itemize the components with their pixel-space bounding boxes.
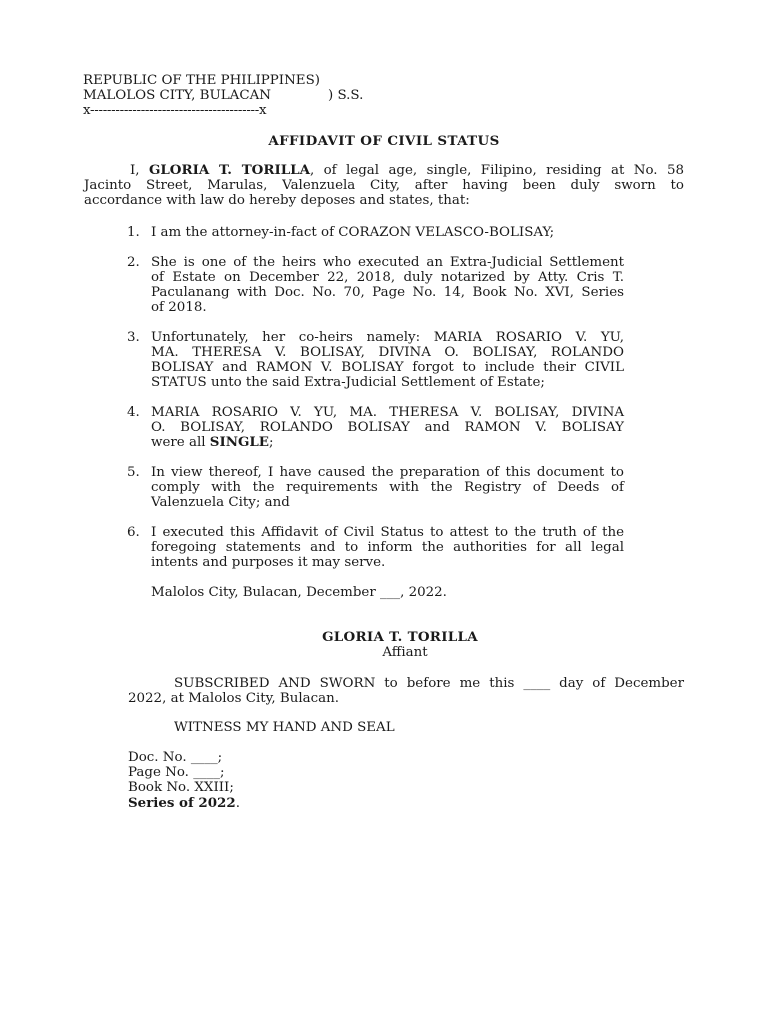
venue-line-2: MALOLOS CITY, BULACAN — [83, 88, 271, 103]
intro-line-3: accordance with law do hereby deposes and states, that: — [84, 193, 470, 208]
item-5-line: comply with the requirements with the Registry of Deeds of — [151, 480, 624, 495]
venue-line-1: REPUBLIC OF THE PHILIPPINES) — [83, 73, 320, 88]
item-number: 4. — [127, 405, 140, 420]
notarial-book-no: Book No. XXIII; — [128, 780, 234, 795]
item-6-line: foregoing statements and to inform the authorities for all legal — [151, 540, 624, 555]
item-number: 2. — [127, 255, 140, 270]
venue-ss: ) S.S. — [328, 88, 364, 103]
document-title: AFFIDAVIT OF CIVIL STATUS — [268, 133, 500, 149]
item-6-line: I executed this Affidavit of Civil Status to attest to the truth of the — [151, 525, 624, 540]
notarial-doc-no: Doc. No. ____; — [128, 750, 223, 765]
item-5-line: In view thereof, I have caused the preparation of this document to — [151, 465, 624, 480]
item-2-line: of Estate on December 22, 2018, duly notarized by Atty. Cris T. — [151, 270, 624, 285]
intro-line-2: Jacinto Street, Marulas, Valenzuela City, after having been duly sworn to — [84, 178, 684, 193]
item-3-line: Unfortunately, her co-heirs namely: MARIA ROSARIO V. YU, — [151, 330, 624, 345]
affiant-name-inline: GLORIA T. TORILLA — [148, 162, 310, 178]
single-status-bold: SINGLE — [209, 434, 270, 450]
affiant-name: GLORIA T. TORILLA — [322, 629, 478, 645]
item-1-line: I am the attorney-in-fact of CORAZON VELASCO-BOLISAY; — [151, 225, 555, 240]
item-6-line: intents and purposes it may serve. — [151, 555, 386, 570]
item-3-line: MA. THERESA V. BOLISAY, DIVINA O. BOLISAY, ROLANDO — [151, 345, 624, 360]
item-2-line: of 2018. — [151, 300, 207, 315]
item-2-line: She is one of the heirs who executed an Extra-Judicial Settlement — [151, 255, 624, 270]
item-5-line: Valenzuela City; and — [151, 495, 290, 510]
jurat-line-1: SUBSCRIBED AND SWORN to before me this ____ day of December — [174, 676, 684, 691]
item-2-line: Paculanang with Doc. No. 70, Page No. 14, Book No. XVI, Series — [151, 285, 624, 300]
item-number: 1. — [127, 225, 140, 240]
witness-line: WITNESS MY HAND AND SEAL — [174, 720, 395, 735]
notarial-page-no: Page No. ____; — [128, 765, 225, 780]
notarial-series: Series of 2022. — [128, 795, 240, 811]
item-number: 5. — [127, 465, 140, 480]
intro-line-1: I, GLORIA T. TORILLA, of legal age, single, Filipino, residing at No. 58 — [130, 162, 684, 178]
item-3-line: STATUS unto the said Extra-Judicial Settlement of Estate; — [151, 375, 545, 390]
place-and-date: Malolos City, Bulacan, December ___, 2022. — [151, 585, 447, 600]
item-4-line: were all SINGLE; — [151, 434, 274, 450]
jurat-line-2: 2022, at Malolos City, Bulacan. — [128, 691, 340, 706]
item-4-line: O. BOLISAY, ROLANDO BOLISAY and RAMON V. BOLISAY — [151, 420, 624, 435]
item-4-line: MARIA ROSARIO V. YU, MA. THERESA V. BOLISAY, DIVINA — [151, 405, 624, 420]
item-number: 6. — [127, 525, 140, 540]
item-number: 3. — [127, 330, 140, 345]
item-3-line: BOLISAY and RAMON V. BOLISAY forgot to include their CIVIL — [151, 360, 624, 375]
affiant-label: Affiant — [382, 645, 428, 660]
venue-divider: x----------------------------------------x — [83, 103, 267, 118]
